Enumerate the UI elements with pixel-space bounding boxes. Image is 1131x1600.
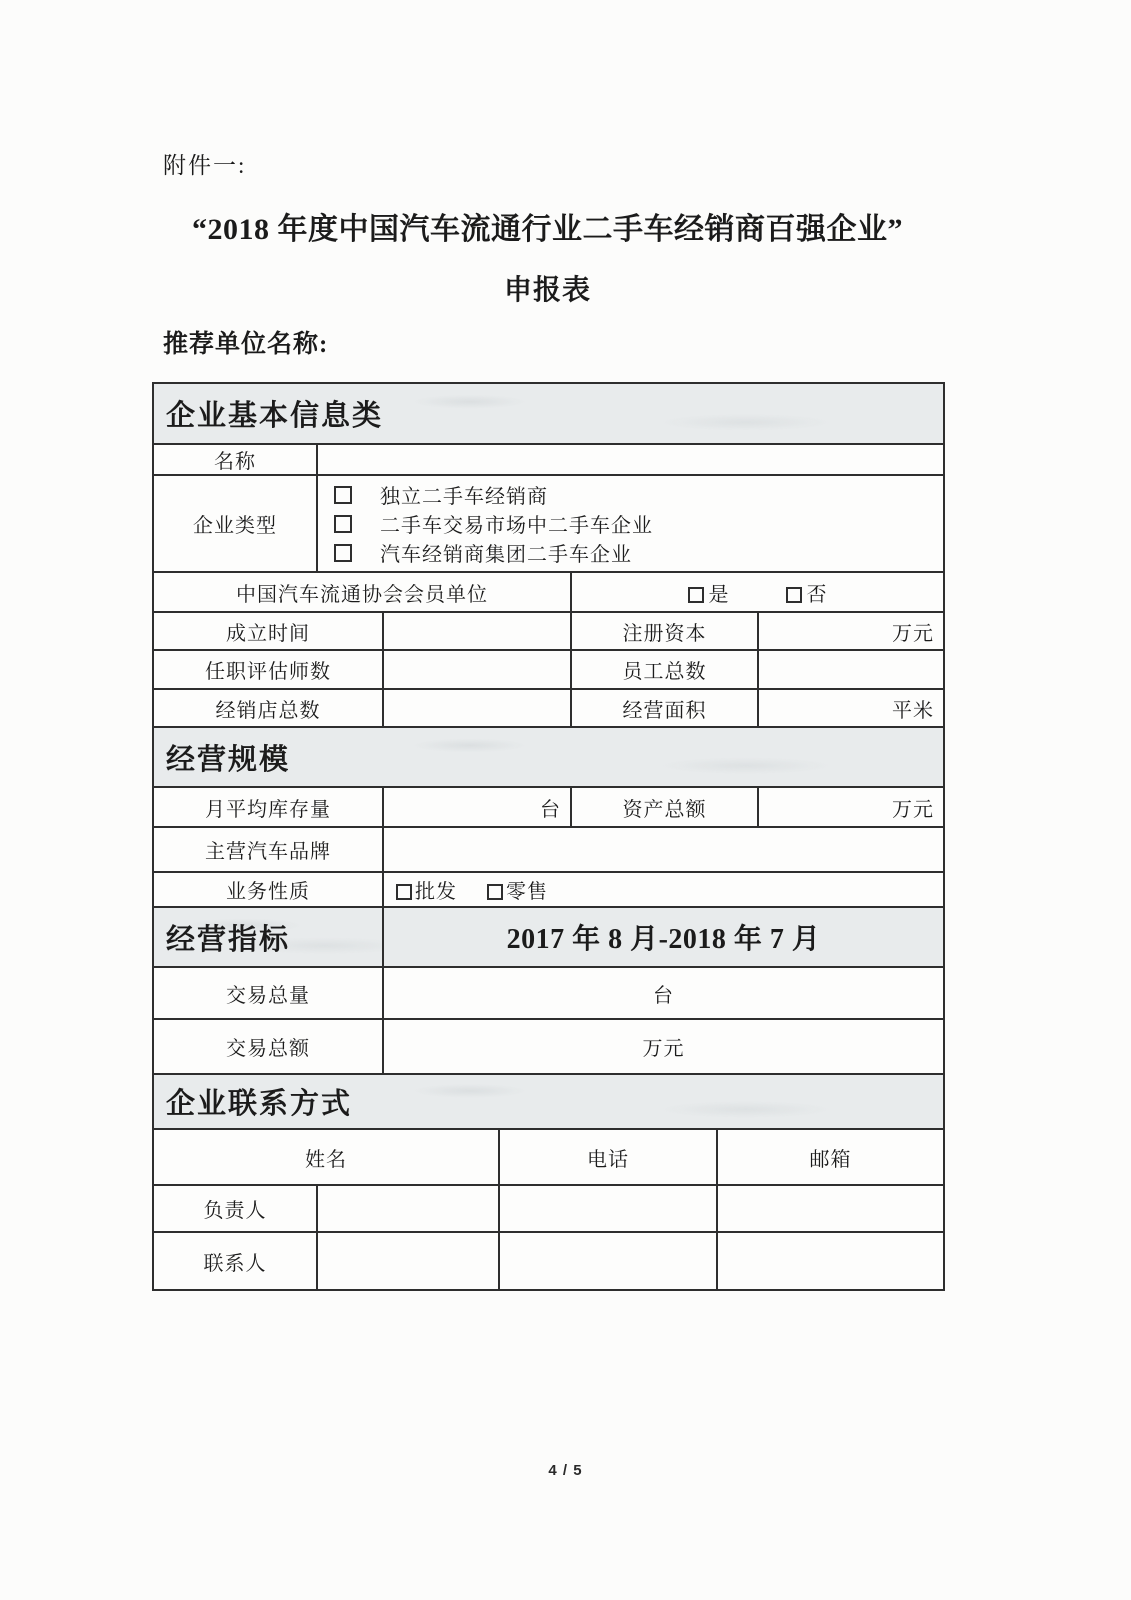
main-brands-label: 主营汽车品牌 bbox=[153, 827, 383, 872]
member-no-option bbox=[786, 578, 828, 607]
monthly-inventory-unit-cell: 台 bbox=[383, 787, 571, 827]
main-brands-value-cell bbox=[383, 827, 944, 872]
contact-email-cell bbox=[717, 1232, 944, 1290]
business-area-unit-cell: 平米 bbox=[758, 689, 944, 727]
manager-name-cell bbox=[317, 1185, 499, 1232]
section-header-indicators: 经营指标 bbox=[153, 907, 383, 967]
employees-total-value-cell bbox=[758, 650, 944, 689]
type-option-market bbox=[334, 509, 943, 538]
doc-title: “2018 年度中国汽车流通行业二手车经销商百强企业” bbox=[192, 213, 903, 246]
wholesale-label: 批发 bbox=[415, 881, 457, 903]
contact-col-email: 邮箱 bbox=[717, 1129, 944, 1185]
business-nature-label: 业务性质 bbox=[153, 872, 383, 907]
recommender-label: 推荐单位名称: bbox=[163, 331, 329, 358]
company-type-label: 企业类型 bbox=[153, 475, 317, 572]
section-header-business-scale: 经营规模 bbox=[153, 727, 944, 787]
attachment-label: 附件一: bbox=[163, 153, 247, 178]
doc-subtitle: 申报表 bbox=[503, 275, 591, 306]
appraisers-count-value-cell bbox=[383, 650, 571, 689]
business-area-label: 经营面积 bbox=[571, 689, 758, 727]
association-member-label: 中国汽车流通协会会员单位 bbox=[153, 572, 571, 612]
type-option-label: 汽车经销商集团二手车企业 bbox=[380, 544, 632, 566]
transaction-amount-label: 交易总额 bbox=[153, 1019, 383, 1074]
section-header-contact: 企业联系方式 bbox=[153, 1074, 944, 1129]
founded-date-value-cell bbox=[383, 612, 571, 650]
checkbox-icon bbox=[334, 515, 352, 533]
type-option-independent bbox=[334, 480, 943, 509]
contact-row-label: 联系人 bbox=[153, 1232, 317, 1290]
page-number: 4 / 5 bbox=[548, 1462, 583, 1479]
transaction-volume-label: 交易总量 bbox=[153, 967, 383, 1019]
checkbox-icon bbox=[334, 544, 352, 562]
wholesale-option bbox=[396, 875, 457, 904]
manager-row-label: 负责人 bbox=[153, 1185, 317, 1232]
registered-capital-label: 注册资本 bbox=[571, 612, 758, 650]
contact-name-cell bbox=[317, 1232, 499, 1290]
contact-col-name: 姓名 bbox=[153, 1129, 499, 1185]
checkbox-icon bbox=[688, 587, 704, 603]
stores-total-label: 经销店总数 bbox=[153, 689, 383, 727]
retail-option bbox=[487, 875, 548, 904]
checkbox-icon bbox=[487, 884, 503, 900]
association-member-value-cell bbox=[571, 572, 944, 612]
checkbox-icon bbox=[786, 587, 802, 603]
checkbox-icon bbox=[396, 884, 412, 900]
manager-phone-cell bbox=[499, 1185, 717, 1232]
indicators-period-label: 2017 年 8 月-2018 年 7 月 bbox=[383, 907, 944, 967]
section-header-basic-info: 企业基本信息类 bbox=[153, 383, 944, 444]
company-type-options bbox=[318, 476, 943, 571]
member-yes-option bbox=[688, 578, 730, 607]
retail-label: 零售 bbox=[506, 881, 548, 903]
appraisers-count-label: 任职评估师数 bbox=[153, 650, 383, 689]
contact-phone-cell bbox=[499, 1232, 717, 1290]
registered-capital-unit-cell: 万元 bbox=[758, 612, 944, 650]
type-option-label: 独立二手车经销商 bbox=[380, 486, 548, 508]
transaction-volume-unit-cell: 台 bbox=[383, 967, 944, 1019]
manager-email-cell bbox=[717, 1185, 944, 1232]
type-option-group bbox=[334, 538, 943, 567]
contact-col-phone: 电话 bbox=[499, 1129, 717, 1185]
total-assets-label: 资产总额 bbox=[571, 787, 758, 827]
employees-total-label: 员工总数 bbox=[571, 650, 758, 689]
checkbox-icon bbox=[334, 486, 352, 504]
type-option-label: 二手车交易市场中二手车企业 bbox=[380, 515, 653, 537]
total-assets-unit-cell: 万元 bbox=[758, 787, 944, 827]
monthly-inventory-label: 月平均库存量 bbox=[153, 787, 383, 827]
company-name-label: 名称 bbox=[153, 444, 317, 475]
member-no-label: 否 bbox=[806, 583, 828, 606]
transaction-amount-unit-cell: 万元 bbox=[383, 1019, 944, 1074]
stores-total-value-cell bbox=[383, 689, 571, 727]
business-nature-value-cell bbox=[383, 872, 944, 907]
member-yes-label: 是 bbox=[708, 583, 730, 606]
founded-date-label: 成立时间 bbox=[153, 612, 383, 650]
application-form-table bbox=[152, 382, 945, 1291]
company-name-value-cell bbox=[317, 444, 944, 475]
